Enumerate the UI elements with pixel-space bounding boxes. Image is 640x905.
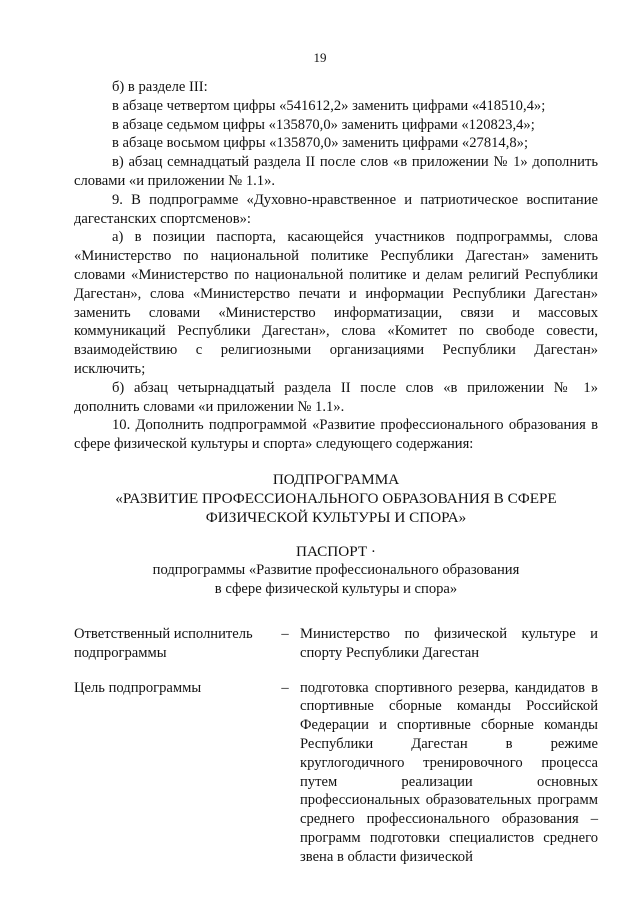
passport-heading-block [74, 542, 598, 599]
paragraph: 9. В подпрограмме «Духовно-нравственное и патриотическое воспитание дагестанских спортсменов»: [74, 191, 598, 227]
paragraph: в абзаце восьмом цифры «135870,0» заменить цифрами «27814,8»; [112, 135, 529, 152]
subprogram-name-line-1: «РАЗВИТИЕ ПРОФЕССИОНАЛЬНОГО ОБРАЗОВАНИЯ В СФЕРЕ [115, 489, 557, 507]
paragraph: а) в позиции паспорта, касающейся участников подпрограммы, слова «Министерство по национальной политике Республики Дагестан» заменить словами «Министерство по национальной политике и делам религий Республики Дагестан», слова «Министерство печати и информации Республики Дагестан» заменить словами «Министерство информатизации, связи и массовых коммуникаций Республики Дагестан», слова «Комитет по свободе совести, взаимодействию с религиозными организациями Республики Дагестан» исключить; [74, 229, 598, 377]
document-body [74, 78, 598, 867]
paragraph: в) абзац семнадцатый раздела II после слов «в приложении № 1» дополнить словами «и приложении № 1.1». [74, 154, 598, 189]
passport-subtitle-line-2: в сфере физической культуры и спора» [214, 580, 458, 597]
passport-subtitle-line-1: подпрограммы «Развитие профессионального образования [152, 561, 520, 578]
paragraph: б) в разделе III: [112, 79, 208, 95]
subprogram-name-line-2: ФИЗИЧЕСКОЙ КУЛЬТУРЫ И СПОРА» [205, 508, 467, 526]
passport-row [74, 679, 598, 867]
page-number: 19 [313, 50, 327, 65]
passport-row-label: Ответственный исполнитель подпрограммы [74, 625, 253, 661]
subprogram-heading: ПОДПРОГРАММА [272, 470, 400, 488]
subprogram-title-block [74, 470, 598, 527]
paragraph: б) абзац четырнадцатый раздела II после слов «в приложении № 1» дополнить словами «и приложении № 1.1». [74, 379, 598, 415]
passport-row-value: подготовка спортивного резерва, кандидатов в спортивные сборные команды Российской Федерации и спортивные сборные команды Республики Дагестан в режиме круглогодичного тренировочного процесса путем реализации основных профессиональных образовательных программ среднего профессионального образования – программ подготовки специалистов среднего звена в области физической [300, 679, 598, 865]
passport-row-value: Министерство по физической культуре и спорту Республики Дагестан [300, 625, 598, 661]
paragraph: 10. Дополнить подпрограммой «Развитие профессионального образования в сфере физической культуры и спорта» следующего содержания: [74, 417, 598, 453]
passport-row-dash: – [281, 679, 289, 696]
passport-heading: ПАСПОРТ · [295, 542, 376, 560]
passport-row-label: Цель подпрограммы [74, 679, 202, 696]
passport-row-dash: – [281, 625, 289, 642]
passport-table [74, 625, 598, 867]
paragraph: в абзаце седьмом цифры «135870,0» заменить цифрами «120823,4»; [112, 116, 535, 133]
paragraph: в абзаце четвертом цифры «541612,2» заменить цифрами «418510,4»; [112, 97, 546, 114]
passport-row [74, 625, 598, 663]
